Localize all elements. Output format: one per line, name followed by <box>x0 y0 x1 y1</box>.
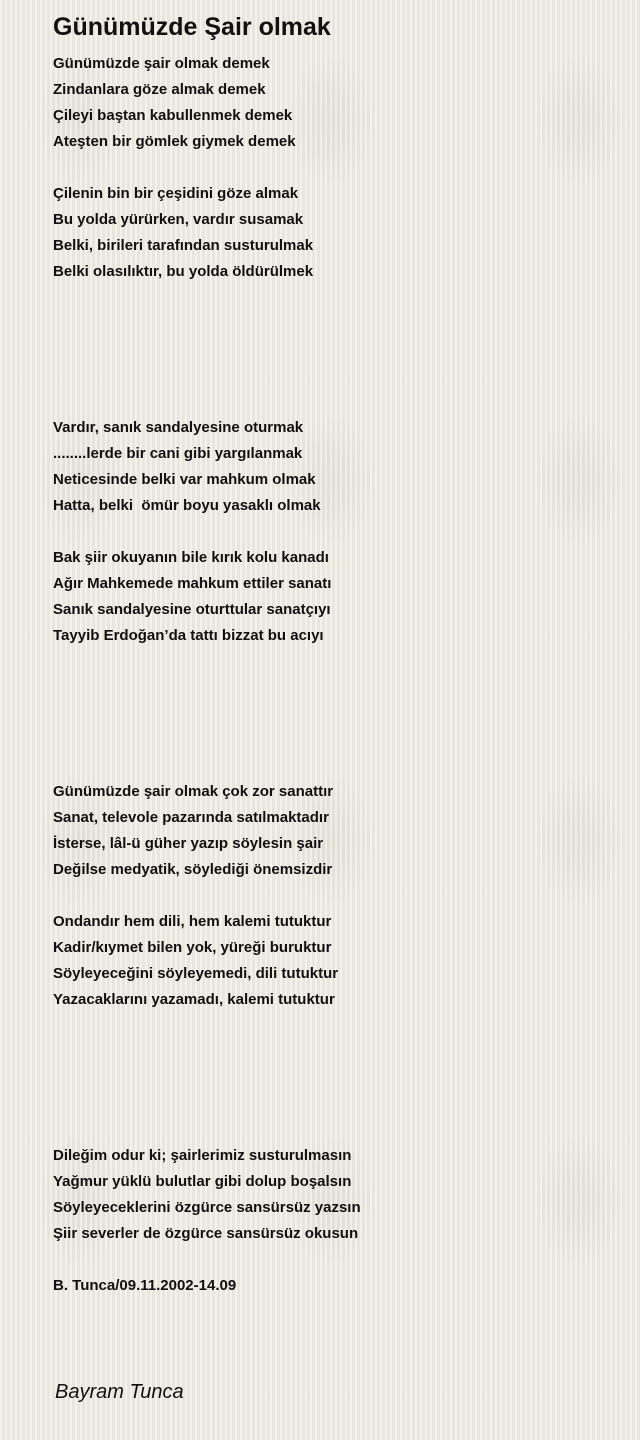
stanza-break <box>53 649 613 675</box>
poem-line: Bu yolda yürürken, vardır susamak <box>53 211 304 228</box>
poem-line: Sanat, televole pazarında satılmaktadır <box>53 809 329 826</box>
poem-line: Günümüzde şair olmak çok zor sanattır <box>53 783 334 800</box>
stanza-break <box>53 1247 613 1273</box>
poem-line: Söyleyeceklerini özgürce sansürsüz yazsın <box>53 1199 361 1216</box>
stanza-break <box>53 1039 613 1065</box>
stanza-break <box>53 727 613 753</box>
poem-line: Dileğim odur ki; şairlerimiz susturulmasın <box>53 1147 352 1164</box>
poem-line: B. Tunca/09.11.2002-14.09 <box>53 1277 237 1294</box>
stanza-break <box>53 337 613 363</box>
poem-line: Ondandır hem dili, hem kalemi tutuktur <box>53 913 332 930</box>
stanza-break <box>53 1117 613 1143</box>
stanza-break <box>53 155 613 181</box>
stanza-break <box>53 1013 613 1039</box>
poem-line: Söyleyeceğini söyleyemedi, dili tutuktur <box>53 965 339 982</box>
poem-line: Belki, birileri tarafından susturulmak <box>53 237 314 254</box>
poem-line: Neticesinde belki var mahkum olmak <box>53 471 316 488</box>
stanza-break <box>53 701 613 727</box>
stanza-break <box>53 285 613 311</box>
stanza-break <box>53 883 613 909</box>
poem-line: Şiir severler de özgürce sansürsüz okusun <box>53 1225 359 1242</box>
poem-line: Ağır Mahkemede mahkum ettiler sanatı <box>53 575 332 592</box>
stanza-break <box>53 1065 613 1091</box>
poem-line: Çileyi baştan kabullenmek demek <box>53 107 293 124</box>
poem-line: Yağmur yüklü bulutlar gibi dolup boşalsın <box>53 1173 352 1190</box>
poem-line: Yazacaklarını yazamadı, kalemi tutuktur <box>53 991 335 1008</box>
stanza-break <box>53 363 613 389</box>
poem-body <box>53 51 613 1299</box>
poem-line: Çilenin bin bir çeşidini göze almak <box>53 185 299 202</box>
poem-line: Tayyib Erdoğan’da tattı bizzat bu acıyı <box>53 627 324 644</box>
poem-line: Vardır, sanık sandalyesine oturmak <box>53 419 304 436</box>
poem-title: Günümüzde Şair olmak <box>53 13 331 41</box>
poem-line: Belki olasılıktır, bu yolda öldürülmek <box>53 263 314 280</box>
poem-line: Ateşten bir gömlek giymek demek <box>53 133 296 150</box>
author-name: Bayram Tunca <box>55 1381 184 1403</box>
poem-line: Günümüzde şair olmak demek <box>53 55 270 72</box>
stanza-break <box>53 519 613 545</box>
poem-line: Zindanlara göze almak demek <box>53 81 266 98</box>
poem-line: Bak şiir okuyanın bile kırık kolu kanadı <box>53 549 329 566</box>
poem-line: Kadir/kıymet bilen yok, yüreği buruktur <box>53 939 332 956</box>
stanza-break <box>53 311 613 337</box>
stanza-break <box>53 389 613 415</box>
stanza-break <box>53 675 613 701</box>
stanza-break <box>53 753 613 779</box>
poem-line: İsterse, lâl-ü güher yazıp söylesin şair <box>53 835 324 852</box>
poem-line: Hatta, belki ömür boyu yasaklı olmak <box>53 497 321 514</box>
poem-line: Değilse medyatik, söylediği önemsizdir <box>53 861 333 878</box>
poem-line: Sanık sandalyesine oturttular sanatçıyı <box>53 601 331 618</box>
stanza-break <box>53 1091 613 1117</box>
poem-line: ........lerde bir cani gibi yargılanmak <box>53 445 303 462</box>
